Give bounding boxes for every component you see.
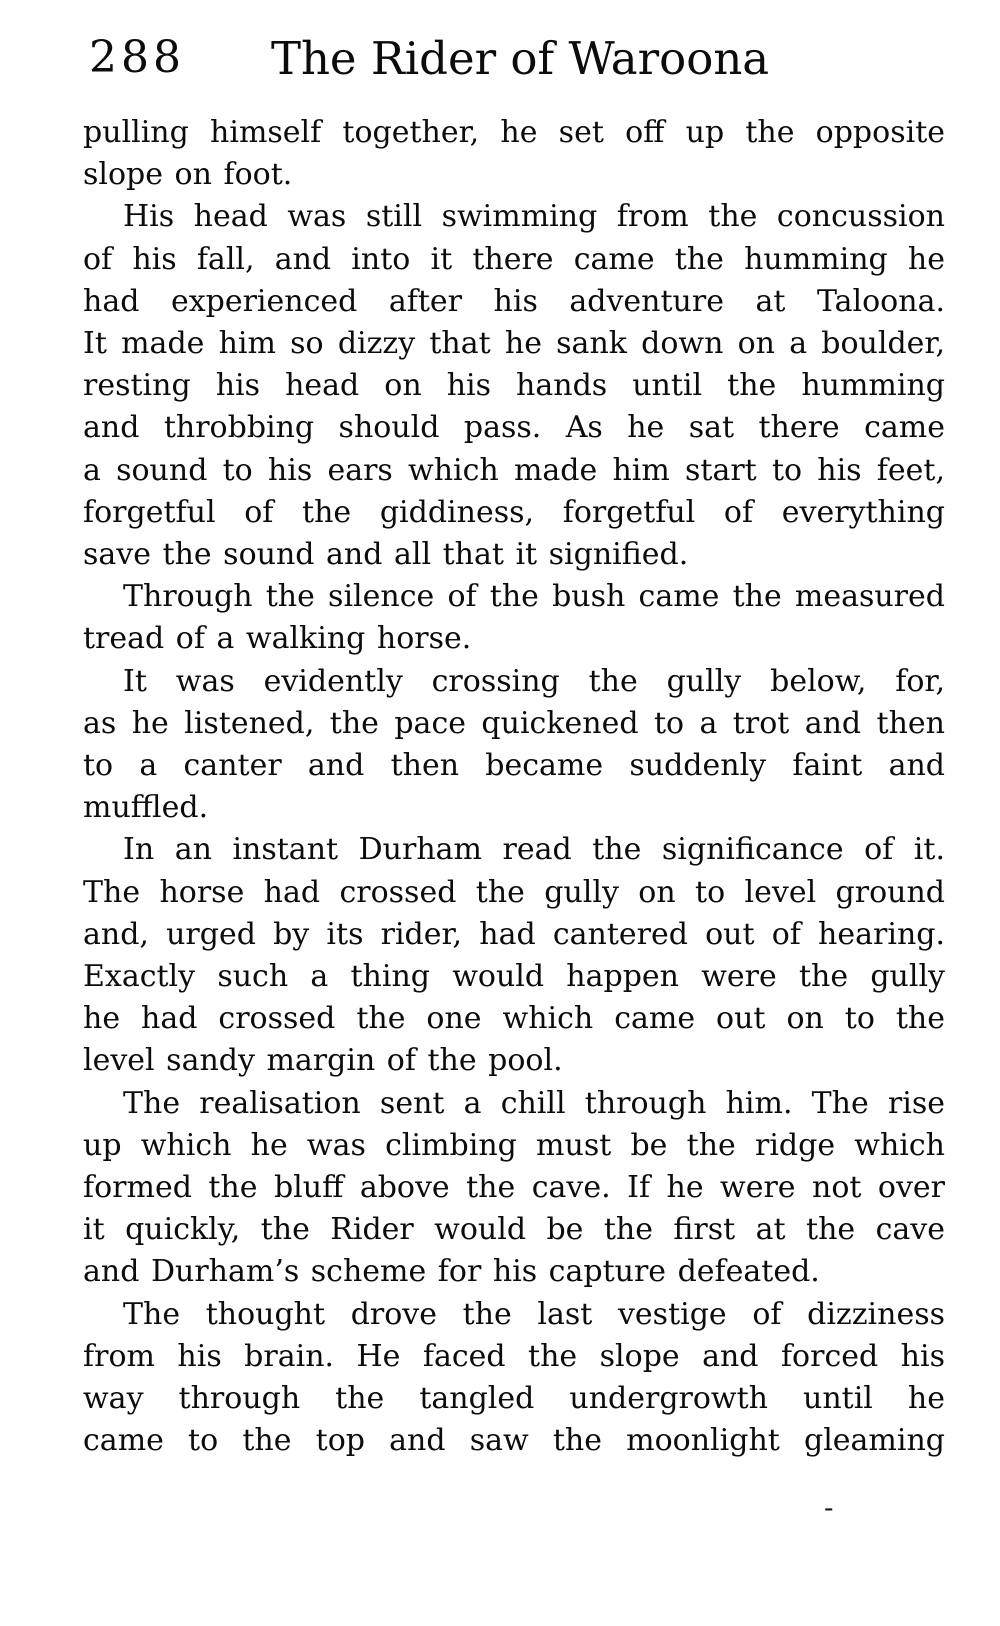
text-line: save the sound and all that it signified. xyxy=(83,537,689,573)
page-title: The Rider of Waroona xyxy=(270,32,770,85)
text-line: slope on foot. xyxy=(83,157,293,193)
text-line: resting his head on his hands until the humming xyxy=(83,368,945,404)
text-line: level sandy margin of the pool. xyxy=(83,1043,563,1079)
text-line: came to the top and saw the moonlight gleaming xyxy=(83,1423,945,1459)
text-line: Through the silence of the bush came the measured xyxy=(123,579,945,615)
text-line: tread of a walking horse. xyxy=(83,621,472,657)
running-header xyxy=(83,34,945,86)
text-line: In an instant Durham read the significance of it. xyxy=(123,832,945,868)
paragraph xyxy=(83,829,945,1082)
text-line: muffled. xyxy=(83,790,209,826)
text-line: a sound to his ears which made him start to his feet, xyxy=(83,452,945,488)
text-line: Exactly such a thing would happen were the gully xyxy=(83,959,945,995)
paragraph xyxy=(83,196,945,576)
stray-ink-mark: - xyxy=(824,1491,834,1524)
text-line: to a canter and then became suddenly faint and xyxy=(83,748,945,784)
text-line: formed the bluff above the cave. If he were not over xyxy=(83,1170,945,1206)
text-line: The thought drove the last vestige of dizziness xyxy=(123,1296,945,1332)
text-line: of his fall, and into it there came the humming he xyxy=(83,241,945,277)
text-line: it quickly, the Rider would be the first at the cave xyxy=(83,1212,945,1248)
text-line: It made him so dizzy that he sank down on a boulder, xyxy=(83,326,945,362)
text-line: way through the tangled undergrowth until he xyxy=(83,1381,945,1417)
text-line: The horse had crossed the gully on to level ground xyxy=(83,874,945,910)
paragraph xyxy=(83,576,945,660)
text-line: It was evidently crossing the gully below, for, xyxy=(123,663,945,699)
paragraph xyxy=(83,112,945,196)
text-line: pulling himself together, he set off up the opposite xyxy=(83,115,945,150)
page-number: 288 xyxy=(89,32,185,83)
text-line: up which he was climbing must be the ridge which xyxy=(83,1127,945,1163)
text-line: forgetful of the giddiness, forgetful of everything xyxy=(83,494,945,530)
text-line: as he listened, the pace quickened to a trot and then xyxy=(83,705,945,741)
text-line: and, urged by its rider, had cantered out of hearing. xyxy=(83,916,945,952)
text-line: he had crossed the one which came out on to the xyxy=(83,1001,945,1037)
text-line: The realisation sent a chill through him. The rise xyxy=(123,1085,945,1121)
paragraph xyxy=(83,1083,945,1294)
paragraph xyxy=(83,1294,945,1463)
text-line: and Durham’s scheme for his capture defeated. xyxy=(83,1254,820,1290)
page-body xyxy=(83,112,945,1463)
text-line: and throbbing should pass. As he sat there came xyxy=(83,410,945,446)
text-line: had experienced after his adventure at Taloona. xyxy=(83,283,945,319)
text-line: from his brain. He faced the slope and forced his xyxy=(83,1338,945,1374)
paragraph xyxy=(83,661,945,830)
text-line: His head was still swimming from the concussion xyxy=(123,199,945,235)
